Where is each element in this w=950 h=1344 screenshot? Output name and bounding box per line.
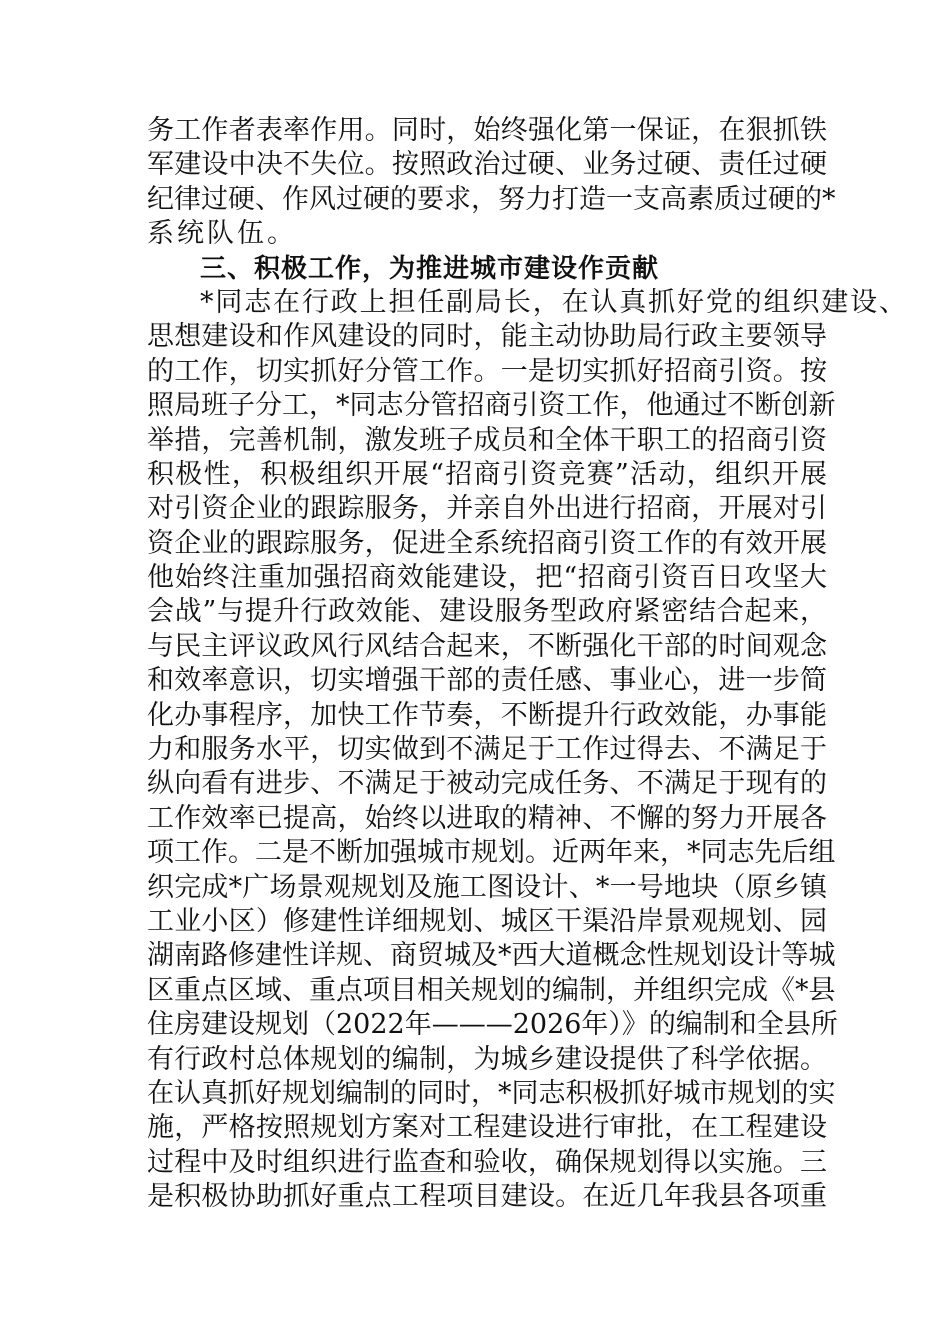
text-line: 力和服务水平，切实做到不满足于工作过得去、不满足于 [147,734,827,766]
text-line: 的工作，切实抓好分管工作。一是切实抓好招商引资。按 [147,355,827,387]
text-line: 湖南路修建性详规、商贸城及*西大道概念性规划设计等城 [147,940,836,972]
text-line: 在认真抓好规划编制的同时，*同志积极抓好城市规划的实 [147,1077,836,1109]
text-line: 化办事程序，加快工作节奏，不断提升行政效能，办事能 [147,699,827,731]
text-line: 积极性，积极组织开展“招商引资竞赛”活动，组织开展 [147,458,827,490]
text-line: 项工作。二是不断加强城市规划。近两年来，*同志先后组 [147,837,836,869]
paragraph-first-line: *同志在行政上担任副局长，在认真抓好党的组织建设、 [200,286,906,318]
text-line: 过程中及时组织进行监查和验收，确保规划得以实施。三 [147,1146,827,1178]
text-line: 工作效率已提高，始终以进取的精神、不懈的努力开展各 [147,802,827,834]
body-text [147,114,906,1215]
text-line: 是积极协助抓好重点工程项目建设。在近几年我县各项重 [147,1181,827,1213]
text-line: 照局班子分工，*同志分管招商引资工作，他通过不断创新 [147,390,836,422]
section-heading: 三、积极工作，为推进城市建设作贡献 [200,253,660,284]
text-line: 纪律过硬、作风过硬的要求，努力打造一支高素质过硬的* [147,183,836,215]
text-line: 思想建设和作风建设的同时，能主动协助局行政主要领导 [147,321,827,353]
text-line: 系统队伍。 [147,218,297,250]
text-line: 资企业的跟踪服务，促进全系统招商引资工作的有效开展 [147,527,827,559]
text-line: 住房建设规划（2022年———2026年）》的编制和全县所 [147,1009,838,1041]
text-line: 对引资企业的跟踪服务，并亲自外出进行招商，开展对引 [147,493,827,525]
text-line: 有行政村总体规划的编制，为城乡建设提供了科学依据。 [147,1043,827,1075]
text-line: 举措，完善机制，激发班子成员和全体干职工的招商引资 [147,424,827,456]
text-line: 织完成*广场景观规划及施工图设计、*一号地块（原乡镇 [147,871,827,903]
text-line: 务工作者表率作用。同时，始终强化第一保证，在狠抓铁 [147,115,827,146]
text-line: 他始终注重加强招商效能建设，把“招商引资百日攻坚大 [147,562,827,594]
text-line: 和效率意识，切实增强干部的责任感、事业心，进一步简 [147,665,827,697]
text-line: 工业小区）修建性详细规划、城区干渠沿岸景观规划、园 [147,905,827,937]
text-line: 与民主评议政风行风结合起来，不断强化干部的时间观念 [147,630,827,662]
text-line: 区重点区域、重点项目相关规划的编制，并组织完成《*县 [147,974,836,1006]
text-line: 施，严格按照规划方案对工程建设进行审批，在工程建设 [147,1112,827,1144]
text-line: 纵向看有进步、不满足于被动完成任务、不满足于现有的 [147,768,827,800]
text-line: 军建设中决不失位。按照政治过硬、业务过硬、责任过硬 [147,149,827,181]
text-line: 会战”与提升行政效能、建设服务型政府紧密结合起来， [147,596,827,628]
